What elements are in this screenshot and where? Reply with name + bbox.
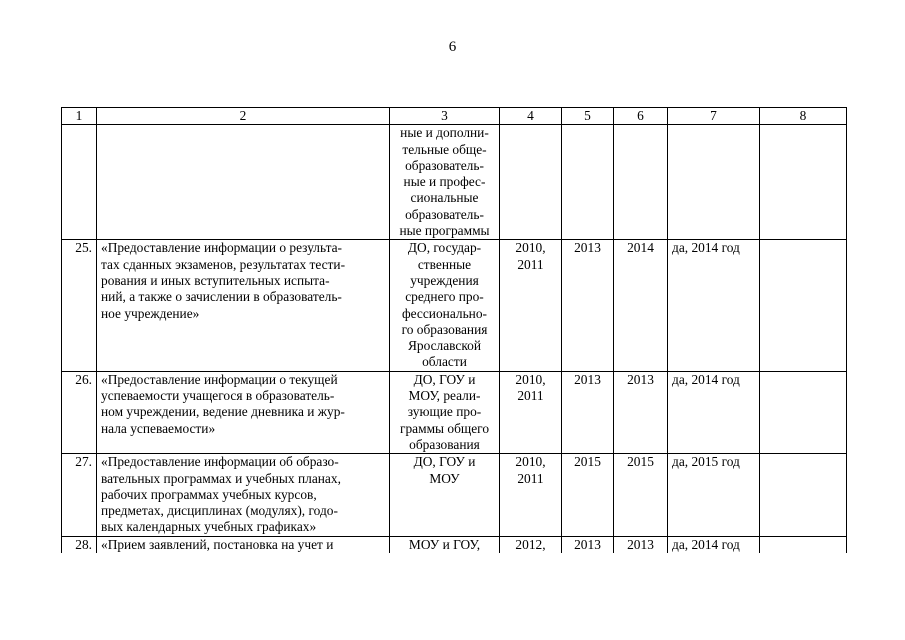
- cell-line: вательных программах и учебных планах,: [101, 470, 341, 486]
- cell-line: фессионально-: [401, 305, 488, 321]
- status-cell: да, 2014 год: [668, 240, 760, 371]
- stage-year-cell: 2013: [562, 240, 614, 371]
- service-name-cell: [97, 125, 390, 240]
- years-cell: [500, 125, 562, 240]
- cell-line: образователь-: [405, 157, 484, 173]
- cell-line: МОУ, реали-: [408, 388, 481, 404]
- column-header: 6: [614, 108, 668, 125]
- cell-line: ственные: [417, 256, 472, 272]
- column-header: 4: [500, 108, 562, 125]
- cell-line: образования: [409, 436, 480, 452]
- cell-line: ДО, ГОУ и: [413, 454, 476, 470]
- cell-line: сиональные: [410, 190, 479, 206]
- cell-line: ДО, ГОУ и: [413, 371, 476, 387]
- cell-line: 2011: [517, 388, 544, 404]
- column-header: 5: [562, 108, 614, 125]
- table-row: [62, 240, 847, 371]
- note-cell: [760, 371, 847, 453]
- row-number-cell: 26.: [62, 371, 97, 453]
- cell-line: 2010,: [515, 240, 546, 256]
- note-cell: [760, 240, 847, 371]
- cell-line: МОУ и ГОУ,: [408, 536, 481, 552]
- cell-line: нала успеваемости»: [101, 420, 216, 436]
- cell-line: ДО, государ-: [407, 240, 482, 256]
- service-name-cell: [97, 536, 390, 553]
- cell-line: тельные обще-: [402, 141, 487, 157]
- stage-year-cell: 2014: [614, 240, 668, 371]
- service-name-cell: [97, 240, 390, 371]
- row-number-cell: 28.: [62, 536, 97, 553]
- cell-line: го образования: [401, 321, 488, 337]
- cell-line: успеваемости учащегося в образователь-: [101, 388, 335, 404]
- organization-cell: [390, 371, 500, 453]
- cell-line: среднего про-: [405, 289, 484, 305]
- stage-year-cell: 2013: [614, 371, 668, 453]
- page-number: 6: [448, 39, 457, 55]
- cell-line: граммы общего: [399, 420, 490, 436]
- column-header: 3: [390, 108, 500, 125]
- table-body: [62, 125, 847, 553]
- years-cell: [500, 371, 562, 453]
- cell-line: области: [422, 354, 467, 370]
- cell-line: ные и дополни-: [400, 125, 489, 141]
- stage-year-cell: 2013: [562, 371, 614, 453]
- header-row: [62, 108, 847, 125]
- service-name-cell: [97, 371, 390, 453]
- column-header: 7: [668, 108, 760, 125]
- cell-line: рабочих программах учебных курсов,: [101, 486, 317, 502]
- cell-line: 2012,: [515, 536, 546, 552]
- service-name-cell: [97, 454, 390, 536]
- stage-year-cell: [614, 125, 668, 240]
- stage-year-cell: [562, 125, 614, 240]
- cell-line: 2011: [517, 256, 544, 272]
- status-cell: [668, 125, 760, 240]
- cell-line: «Предоставление информации об образо-: [101, 454, 339, 470]
- cell-line: 2010,: [515, 371, 546, 387]
- years-cell: [500, 536, 562, 553]
- table-row: [62, 454, 847, 536]
- table-row: [62, 125, 847, 240]
- cell-line: 2010,: [515, 454, 546, 470]
- cell-line: ные программы: [399, 223, 490, 239]
- cell-line: Ярославской: [407, 338, 482, 354]
- services-table: [61, 107, 847, 553]
- cell-line: «Предоставление информации о текущей: [101, 371, 338, 387]
- status-cell: да, 2014 год: [668, 536, 760, 553]
- note-cell: [760, 125, 847, 240]
- stage-year-cell: 2013: [614, 536, 668, 553]
- cell-line: ные и профес-: [403, 174, 486, 190]
- cell-line: образователь-: [405, 206, 484, 222]
- cell-line: «Предоставление информации о результа-: [101, 240, 342, 256]
- years-cell: [500, 240, 562, 371]
- note-cell: [760, 454, 847, 536]
- status-cell: да, 2014 год: [668, 371, 760, 453]
- stage-year-cell: 2015: [614, 454, 668, 536]
- organization-cell: [390, 454, 500, 536]
- table-row: [62, 536, 847, 553]
- row-number-cell: [62, 125, 97, 240]
- years-cell: [500, 454, 562, 536]
- organization-cell: [390, 240, 500, 371]
- cell-line: «Прием заявлений, постановка на учет и: [101, 536, 334, 552]
- column-header: 1: [62, 108, 97, 125]
- cell-line: предметах, дисциплинах (модулях), годо-: [101, 503, 338, 519]
- column-header: 2: [97, 108, 390, 125]
- table-row: [62, 371, 847, 453]
- note-cell: [760, 536, 847, 553]
- row-number-cell: 27.: [62, 454, 97, 536]
- status-cell: да, 2015 год: [668, 454, 760, 536]
- cell-line: ний, а также о зачислении в образователь-: [101, 289, 342, 305]
- organization-cell: [390, 125, 500, 240]
- cell-line: рования и иных вступительных испыта-: [101, 272, 330, 288]
- column-header: 8: [760, 108, 847, 125]
- cell-line: 2011: [517, 470, 544, 486]
- cell-line: МОУ: [429, 470, 460, 486]
- organization-cell: [390, 536, 500, 553]
- cell-line: ное учреждение»: [101, 305, 200, 321]
- cell-line: зующие про-: [407, 404, 482, 420]
- cell-line: вых календарных учебных графиках»: [101, 519, 317, 535]
- cell-line: учреждения: [410, 272, 479, 288]
- stage-year-cell: 2013: [562, 536, 614, 553]
- stage-year-cell: 2015: [562, 454, 614, 536]
- row-number-cell: 25.: [62, 240, 97, 371]
- cell-line: тах сданных экзаменов, результатах тести-: [101, 256, 346, 272]
- cell-line: ном учреждении, ведение дневника и жур-: [101, 404, 345, 420]
